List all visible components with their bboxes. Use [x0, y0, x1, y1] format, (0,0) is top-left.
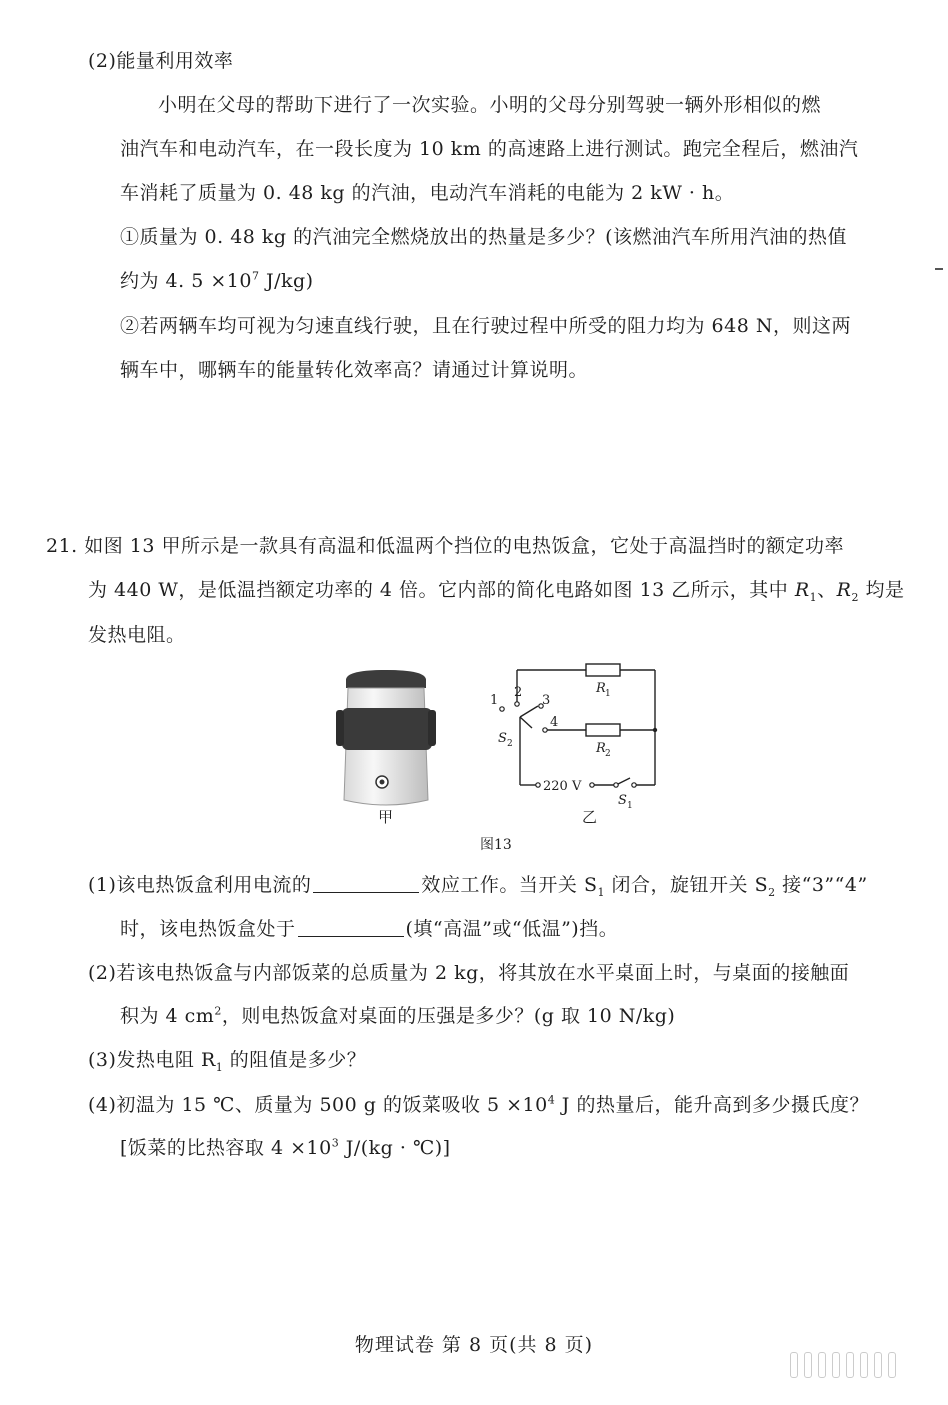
- svg-text:4: 4: [550, 715, 559, 730]
- answer-blank[interactable]: [313, 874, 419, 893]
- question-line: 辆车中，哪辆车的能量转化效率高？请通过计算说明。: [120, 359, 589, 381]
- lunch-box-illustration: [330, 660, 450, 810]
- question-21-line: 发热电阻。: [88, 624, 186, 646]
- question-line: ②若两辆车均可视为匀速直线行驶，且在行驶过程中所受的阻力均为 648 N，则这两: [120, 315, 851, 337]
- answer-blank[interactable]: [298, 918, 404, 937]
- figure-label-jia: 甲: [378, 808, 394, 826]
- question-21-line: 为 440 W，是低温挡额定功率的 4 倍。它内部的简化电路如图 13 乙所示，其中 $R_1$、$R_2$ 均是: [88, 579, 905, 604]
- svg-text:S: S: [618, 793, 627, 808]
- svg-text:3: 3: [542, 693, 551, 708]
- svg-text:220 V: 220 V: [543, 779, 582, 794]
- svg-text:1: 1: [490, 693, 499, 708]
- sub-question-4-cont: [饭菜的比热容取 $4 \times 10^3$ J/(kg · ℃)]: [120, 1136, 451, 1159]
- paragraph-line: 油汽车和电动汽车，在一段长度为 10 km 的高速路上进行测试。跑完全程后，燃油汽: [120, 138, 859, 160]
- page-footer: 物理试卷 第 8 页(共 8 页): [354, 1334, 594, 1356]
- paragraph-line: 车消耗了质量为 0. 48 kg 的汽油，电动汽车消耗的电能为 2 kW · h。: [120, 182, 735, 204]
- figure-label-yi: 乙: [582, 808, 598, 826]
- svg-text:S: S: [498, 731, 507, 746]
- svg-text:2: 2: [605, 749, 611, 759]
- svg-text:R: R: [596, 681, 606, 696]
- svg-text:2: 2: [514, 685, 523, 700]
- circuit-diagram: [480, 660, 670, 810]
- svg-text:R: R: [596, 741, 606, 756]
- paragraph-line: 小明在父母的帮助下进行了一次实验。小明的父母分别驾驶一辆外形相似的燃: [158, 94, 822, 116]
- sub-question-1: (1)该电热饭盒利用电流的 效应工作。当开关 $S_1$ 闭合，旋钮开关 $S_2$ 接“3”“4”: [88, 874, 868, 899]
- sub-question-2-cont: 积为 4 $cm^2$，则电热饭盒对桌面的压强是多少？(g 取 10 N/kg): [120, 1004, 676, 1027]
- question-number: 21.: [46, 535, 78, 557]
- figure-caption: 图13: [480, 837, 512, 853]
- decorative-marks: [790, 1352, 902, 1382]
- svg-text:2: 2: [507, 739, 513, 749]
- edge-mark: [935, 268, 943, 270]
- sub-question-4: (4)初温为 15 ℃、质量为 500 g 的饭菜吸收 $5 \times 10^4$ J 的热量后，能升高到多少摄氏度？: [88, 1093, 869, 1116]
- question-line: ①质量为 0. 48 kg 的汽油完全燃烧放出的热量是多少？(该燃油汽车所用汽油的热值: [120, 226, 848, 248]
- figure-13: [330, 660, 670, 853]
- sub-question-3: (3)发热电阻 $R_1$ 的阻值是多少？: [88, 1049, 367, 1074]
- sub-question-1-cont: 时，该电热饭盒处于 (填“高温”或“低温”)挡。: [120, 918, 619, 940]
- question-21-line: 21. 如图 13 甲所示是一款具有高温和低温两个挡位的电热饭盒，它处于高温挡时的额定功率: [46, 535, 845, 557]
- sub-question-2: (2)若该电热饭盒与内部饭菜的总质量为 2 kg，将其放在水平桌面上时，与桌面的接触面: [88, 962, 850, 984]
- svg-text:1: 1: [605, 689, 611, 699]
- svg-text:1: 1: [627, 801, 633, 810]
- section-heading: (2)能量利用效率: [88, 50, 234, 72]
- question-line: 约为 4. $5 \times 10^7$ J/kg): [120, 269, 314, 292]
